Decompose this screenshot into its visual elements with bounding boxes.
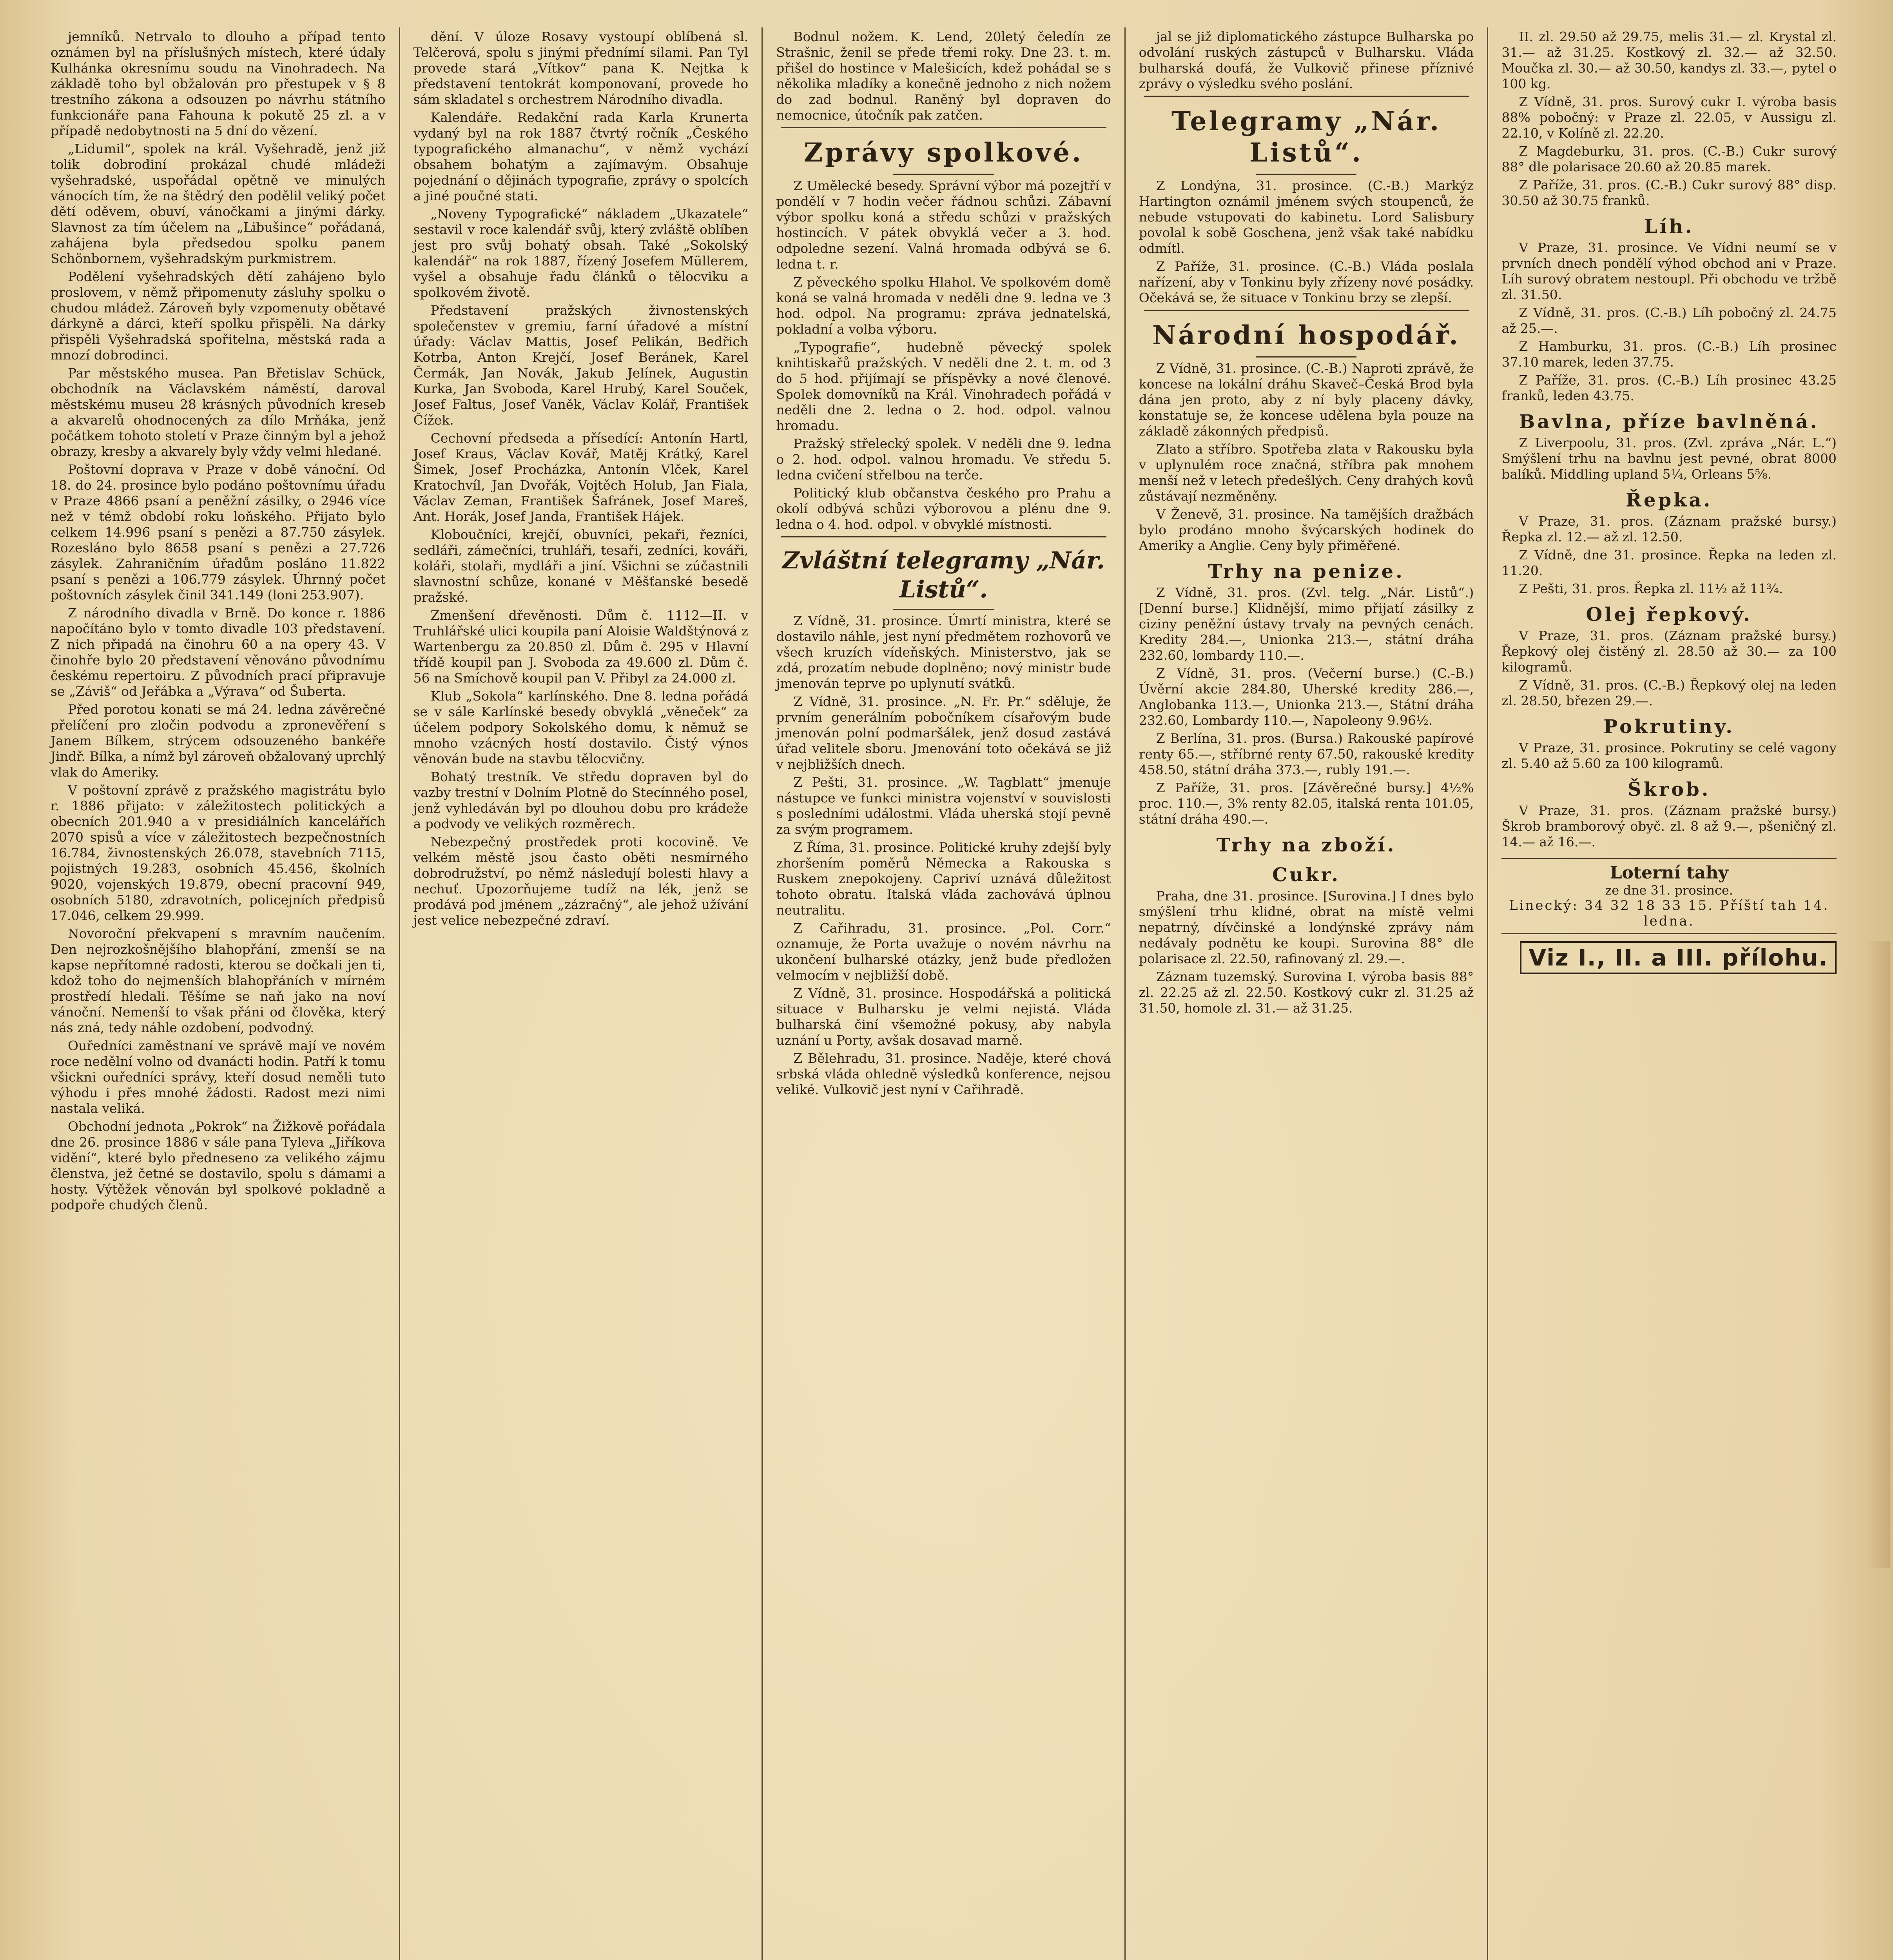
- article-paragraph: V Praze, 31. pros. (Záznam pražské bursy.) Škrob bramborový obyč. zl. 8 až 9.—, pšeničný zl. 14.— až 16.—.: [1501, 803, 1837, 849]
- section-heading: Trhy na zboží.: [1216, 834, 1396, 856]
- column-1: [37, 27, 400, 1960]
- section-heading: Cukr.: [1272, 864, 1341, 886]
- article-paragraph: Z Vídně, 31. prosince. Úmrtí ministra, které se dostavilo náhle, jest nyní předmětem rozhovorů ve všech kruzích vídeňských. Ministerstvo, jak se zdá, prozatím nebude doplněno; nový ministr bude jmenován teprve po uplynutí svátků.: [776, 613, 1111, 691]
- article-paragraph: V Praze, 31. pros. (Záznam pražské bursy.) Řepkový olej čistěný zl. 28.50 až 30.— za 100 kilogramů.: [1501, 628, 1837, 675]
- article-paragraph: jemníků. Netrvalo to dlouho a případ tento oznámen byl na příslušných místech, které údaly Kulhánka okresnímu soudu na Vinohradech. Na základě toho byl obžalován pro přestupek v § 8 trestního zákona a odsouzen po návrhu státního funkcionáře pana Fahouna k pokutě 25 zl. a v případě nedobytnosti na 5 dní do vězení.: [51, 29, 386, 138]
- article-paragraph: V Praze, 31. pros. (Záznam pražské bursy.) Řepka zl. 12.— až zl. 12.50.: [1501, 514, 1837, 544]
- supplement-text: Viz I., II. a III. přílohu.: [1520, 941, 1837, 974]
- article-paragraph: Z Berlína, 31. pros. (Bursa.) Rakouské papírové renty 65.—, stříbrné renty 67.50, rakouské kredity 458.50, státní dráha 373.—, rubly 191.—.: [1139, 731, 1474, 777]
- article-paragraph: Z Bělehradu, 31. prosince. Naděje, které chová srbská vláda ohledně výsledků konference, nejsou veliké. Vulkovič jest nyní v Cařihradě.: [776, 1051, 1111, 1097]
- article-paragraph: Bohatý trestník. Ve středu dopraven byl do vazby trestní v Dolním Plotně do Stecínného posel, jenž vyhledáván byl po dlouhou dobu pro krádeže a podvody ve velikých rozměrech.: [413, 769, 749, 831]
- section-heading: Zprávy spolkové.: [803, 137, 1083, 168]
- article-paragraph: „Noveny Typografické“ nákladem „Ukazatele“ sestavil v roce kalendář svůj, který zvláště oblíben jest pro svůj bohatý obsah. Také „Sokolský kalendář“ na rok 1887, řízený Josefem Müllerem, vyšel a obsahuje řadu článků o tělocviku a spolkovém životě.: [413, 206, 749, 300]
- article-paragraph: Z Říma, 31. prosince. Politické kruhy zdejší byly zhoršením poměrů Německa a Rakouska s Ruskem znepokojeny. Capriví uznává důležitost tohoto obratu. Italská vláda zachovává úplnou neutralitu.: [776, 840, 1111, 918]
- article-paragraph: Praha, dne 31. prosince. [Surovina.] I dnes bylo smýšlení trhu klidné, obrat na místě velmi nepatrný, dívčinské a londýnské zprávy nám nedávaly podnětu ke koupi. Surovina 88° dle polarisace zl. 22.50, rafinovaný zl. 29.—.: [1139, 888, 1474, 966]
- article-paragraph: Z Vídně, 31. prosince. Hospodářská a politická situace v Bulharsku je velmi nejistá. Vláda bulharská činí všemožné pokusy, aby nabyla uznání u Porty, avšak dosavad marně.: [776, 985, 1111, 1048]
- article-paragraph: Představení pražských živnostenských společenstev v gremiu, farní úřadové a místní úřady: Václav Mattis, Josef Pelikán, Bedřich Kotrba, Anton Krejčí, Josef Beránek, Karel Čermák, Jan Novák, Jakub Jelínek, Augustin Kurka, Jan Svoboda, Karel Hrubý, Karel Souček, Josef Faltus, Josef Vaněk, Václav Kolář, František Čížek.: [413, 303, 749, 428]
- column-5: [1488, 27, 1850, 1960]
- article-paragraph: Z Hamburku, 31. pros. (C.-B.) Líh prosinec 37.10 marek, leden 37.75.: [1501, 339, 1837, 370]
- columns-container: [37, 27, 1850, 1960]
- article-paragraph: Z Pešti, 31. pros. Řepka zl. 11½ až 11¾.: [1519, 581, 1783, 596]
- article-paragraph: Zmenšení dřevěnosti. Dům č. 1112—II. v Truhlářské ulici koupila paní Aloisie Waldštýnová z Wartenbergu za 20.850 zl. Dům č. 295 v Hlavní třídě koupil pan J. Svoboda za 49.600 zl. Dům č. 56 na Smíchově koupil pan V. Přibyl za 24.000 zl.: [413, 608, 749, 686]
- article-paragraph: Z Vídně, 31. pros. (C.-B.) Líh pobočný zl. 24.75 až 25.—.: [1501, 305, 1837, 336]
- supplement-notice: [1501, 941, 1837, 974]
- article-paragraph: Z Vídně, 31. prosince. „N. Fr. Pr.“ sděluje, že prvním generálním pobočníkem císařovým bude jmenován polní podmaršálek, jenž dosud zastává úřad velitele sboru. Jmenování toto očekává se již v nejbližších dnech.: [776, 694, 1111, 772]
- article-paragraph: Z Vídně, 31. pros. (Zvl. telg. „Nár. Listů“.) [Denní burse.] Klidnější, mimo přijatí zásilky z ciziny peněžní ústavy trvaly na pevných cenách. Kredity 284.—, Unionka 213.—, státní dráha 232.60, lombardy 110.—.: [1139, 585, 1474, 663]
- section-rule: [1144, 96, 1469, 97]
- lottery-numbers: Linecký: 34 32 18 33 15. Příští tah 14. ledna.: [1509, 898, 1830, 929]
- section-rule-short: [893, 609, 994, 610]
- article-paragraph: dění. V úloze Rosavy vystoupí oblíbená sl. Telčerová, spolu s jinými přednímí silami. Pan Tyl provede stará „Vítkov“ pana K. Nejtka k představení tentokrát komponovaní, provede ho sám skladatel s orchestrem Národního divadla.: [413, 29, 749, 107]
- article-paragraph: V Ženevě, 31. prosince. Na tamějších dražbách bylo prodáno mnoho švýcarských hodinek do Ameriky a Anglie. Ceny byly přiměřené.: [1139, 506, 1474, 553]
- section-heading: Líh.: [1644, 216, 1694, 238]
- section-rule-short: [1256, 356, 1356, 358]
- column-2: [400, 27, 763, 1960]
- lottery-title: Loterní tahy: [1610, 863, 1728, 883]
- article-paragraph: Z Vídně, dne 31. prosince. Řepka na leden zl. 11.20.: [1501, 547, 1837, 578]
- article-paragraph: Obchodní jednota „Pokrok“ na Žižkově pořádala dne 26. prosince 1886 v sále pana Tyleva „Jiříkova vidění“, které bylo předneseno za velikého zájmu členstva, jež četné se dostavilo, spolu s dámami a hosty. Výtěžek věnován byl spolkové pokladně a podpoře chudých členů.: [51, 1119, 386, 1212]
- article-paragraph: Kalendáře. Redakční rada Karla Krunerta vydaný byl na rok 1887 čtvrtý ročník „Českého typografického almanachu“, v němž vychází obsahem bohatým a zajímavým. Obsahuje pojednání o dějinách typografie, zprávy o spolcích a jiné poučné stati.: [413, 110, 749, 203]
- article-paragraph: Před porotou konati se má 24. ledna závěrečné přelíčení pro zločin podvodu a zpronevěření s Janem Bílkem, strýcem odsouzeného bankéře Jindř. Bílka, a nímž byl zároveň obžalovaný uprchlý vlak do Ameriky.: [51, 702, 386, 780]
- article-paragraph: Z Vídně, 31. pros. Surový cukr I. výroba basis 88% pobočný: v Praze zl. 22.05, v Aussigu zl. 22.10, v Kolíně zl. 22.20.: [1501, 94, 1837, 141]
- article-paragraph: Z Paříže, 31. prosince. (C.-B.) Vláda poslala nařízení, aby v Tonkinu byly zřízeny nové posádky. Očekává se, že situace v Tonkinu brzy se zlepší.: [1139, 259, 1474, 305]
- section-rule-short: [893, 174, 994, 175]
- article-paragraph: Klub „Sokola“ karlínského. Dne 8. ledna pořádá se v sále Karlínské besedy obvyklá „věneček“ za účelem podpory Sokolského domu, k němuž se mnoho vzácných hostí dostavilo. Čistý výnos věnován bude na stavbu tělocvičny.: [413, 688, 749, 766]
- article-paragraph: Ouředníci zaměstnaní ve správě mají ve novém roce nedělní volno od dvanácti hodin. Patří k tomu všickni ouředníci správy, kteří dosud neměli tuto výhodu i přes mnohé žádosti. Radost mezi nimi nastala veliká.: [51, 1038, 386, 1116]
- article-paragraph: Pražský střelecký spolek. V neděli dne 9. ledna o 2. hod. odpol. valnou hromadu. Ve středu 5. ledna cvičení střelbou na terče.: [776, 436, 1111, 483]
- article-paragraph: „Typografie“, hudebně pěvecký spolek knihtiskařů pražských. V neděli dne 2. t. m. od 3 do 5 hod. přijímají se příspěvky a nové členové. Spolek domovníků na Král. Vinohradech pořádá v neděli dne 2. ledna o 2. hod. odpol. valnou hromadu.: [776, 339, 1111, 433]
- article-paragraph: II. zl. 29.50 až 29.75, melis 31.— zl. Krystal zl. 31.— až 31.25. Kostkový zl. 32.— až 32.50. Moučka zl. 30.— až 30.50, kandys zl. 33.—, pytel o 100 kg.: [1501, 29, 1837, 91]
- article-paragraph: Bodnul nožem. K. Lend, 20letý čeledín ze Strašnic, ženil se přede třemi roky. Dne 23. t. m. přišel do hostince v Malešicích, kdež pohádal se s několika mladíky a konečně jednoho z nich nožem do zad bodnul. Raněný byl dopraven do nemocnice, útočník pak zatčen.: [776, 29, 1111, 123]
- article-paragraph: Z Vídně, 31. pros. (C.-B.) Řepkový olej na leden zl. 28.50, březen 29.—.: [1501, 677, 1837, 708]
- article-paragraph: Podělení vyšehradských dětí zahájeno bylo proslovem, v němž připomenuty zásluhy spolku o chudou mládež. Zároveň byly vzpomenuty obětavé dárkyně a dárci, kteří spolku přispěli. Na dárky přispěli Vyšehradská spořitelna, městská rada a mnozí dobrodinci.: [51, 269, 386, 363]
- section-heading: Olej řepkový.: [1586, 604, 1752, 626]
- article-paragraph: Z pěveckého spolku Hlahol. Ve spolkovém domě koná se valná hromada v neděli dne 9. ledna ve 3 hod. odpol. Na programu: zpráva jednatelská, pokladní a volba výboru.: [776, 274, 1111, 337]
- article-paragraph: Záznam tuzemský. Surovina I. výroba basis 88° zl. 22.25 až zl. 22.50. Kostkový cukr zl. 31.25 až 31.50, homole zl. 31.— až 31.25.: [1139, 969, 1474, 1016]
- article-paragraph: Zlato a stříbro. Spotřeba zlata v Rakousku byla v uplynulém roce značná, stříbra pak mnohem menší než v letech předešlých. Ceny drahých kovů zůstávají nezměněny.: [1139, 441, 1474, 504]
- lottery-box: [1501, 858, 1837, 934]
- article-paragraph: Nebezpečný prostředek proti kocovině. Ve velkém městě jsou často oběti nesmírného dobrodružství, po němž následují bolesti hlavy a nechuť. Upozorňujeme tudíž na lék, jenž se prodává pod jménem „zázračný“, ale jehož užívání jest velice nebezpečné zdraví.: [413, 834, 749, 928]
- section-heading: Škrob.: [1627, 779, 1711, 800]
- article-paragraph: „Lidumil“, spolek na král. Vyšehradě, jenž již tolik dobrodiní prokázal chudé mládeži vyšehradské, uspořádal opětně ve minulých vánocích tím, že na štědrý den podělil veliký počet dětí oděvem, obuví, vánočkami a jinými dárky. Slavnost za tím účelem na „Libušince“ pořádaná, zahájena byla předsedou spolku panem Schönbornem, vyšehradským purkmistrem.: [51, 141, 386, 266]
- article-paragraph: Z Magdeburku, 31. pros. (C.-B.) Cukr surový 88° dle polarisace 20.60 až 20.85 marek.: [1501, 143, 1837, 174]
- article-paragraph: jal se již diplomatického zástupce Bulharska po odvolání ruských zástupců v Bulharsku. Vláda bulharská doufá, že Vulkovič přinese příznivé zprávy o výsledku svého poslání.: [1139, 29, 1474, 91]
- section-heading: Zvláštní telegramy „Nár. Listů“.: [782, 547, 1105, 603]
- section-rule: [1144, 310, 1469, 311]
- article-paragraph: V Praze, 31. prosince. Pokrutiny se celé vagony zl. 5.40 až 5.60 za 100 kilogramů.: [1501, 740, 1837, 771]
- section-heading: Telegramy „Nár. Listů“.: [1171, 106, 1442, 168]
- section-heading: Národní hospodář.: [1152, 320, 1461, 350]
- article-paragraph: Z Londýna, 31. prosince. (C.-B.) Markýz Hartington oznámil jménem svých stoupenců, že nebude vstupovati do kabinetu. Lord Salisbury povolal k sobě Goschena, jenž však také nabídku odmítl.: [1139, 178, 1474, 256]
- lottery-subtitle: ze dne 31. prosince.: [1605, 883, 1733, 898]
- column-4: [1126, 27, 1489, 1960]
- article-paragraph: Z Paříže, 31. pros. (C.-B.) Cukr surový 88° disp. 30.50 až 30.75 franků.: [1501, 177, 1837, 208]
- paper-stain: [1866, 941, 1890, 1568]
- section-heading: Bavlna, příze bavlněná.: [1519, 411, 1819, 433]
- article-paragraph: Z národního divadla v Brně. Do konce r. 1886 napočítáno bylo v tomto divadle 103 představení. Z nich připadá na činohru 60 a na opery 43. V činohře bylo 20 představení věnováno původnímu českému repertoiru. Z původních prací připravuje se „Záviš“ od Jeřábka a „Výrava“ od Šuberta.: [51, 605, 386, 699]
- section-rule-short: [1256, 174, 1356, 175]
- article-paragraph: Z Pešti, 31. prosince. „W. Tagblatt“ jmenuje nástupce ve funkci ministra vojenství v souvislosti s posledními událostmi. Vláda uherská stojí pevně za svým programem.: [776, 775, 1111, 837]
- article-paragraph: Par městského musea. Pan Břetislav Schück, obchodník na Václavském náměstí, daroval městskému museu 28 krásných původních kreseb a akvarelů ohodnocených za dílo Mrňáka, jenž počátkem tohoto století v Praze činným byl a jehož obrazy, kresby a akvarely byly vždy velmi hledané.: [51, 365, 386, 459]
- article-paragraph: Kloboučníci, krejčí, obuvníci, pekaři, řezníci, sedláři, zámečníci, truhláři, tesaři, zedníci, kováři, koláři, stolaři, mydláři a jiní. Všichni se zúčastnili slavnostní schůze, konané v Měšťanské besedě pražské.: [413, 527, 749, 605]
- section-heading: Trhy na penize.: [1208, 561, 1405, 583]
- article-paragraph: Cechovní předseda a přísedící: Antonín Hartl, Josef Kraus, Václav Kovář, Matěj Krátký, Karel Šimek, Josef Procházka, Antonín Vlček, Karel Kratochvíl, Jan Dvořák, Vojtěch Holub, Jan Fiala, Václav Zeman, František Šafránek, Josef Mareš, Ant. Horák, Josef Janda, František Hájek.: [413, 430, 749, 524]
- article-paragraph: Z Paříže, 31. pros. [Závěrečné bursy.] 4½% proc. 110.—, 3% renty 82.05, italská renta 101.05, státní dráha 490.—.: [1139, 780, 1474, 827]
- article-paragraph: Z Vídně, 31. pros. (Večerní burse.) (C.-B.) Úvěrní akcie 284.80, Uherské kredity 286.—, Anglobanka 113.—, Unionka 213.—, Státní dráha 232.60, Lombardy 110.—, Napoleony 9.96½.: [1139, 666, 1474, 728]
- column-3: [763, 27, 1126, 1960]
- article-paragraph: Z Cařihradu, 31. prosince. „Pol. Corr.“ oznamuje, že Porta uvažuje o novém návrhu na ukončení bulharské otázky, jenž bude předložen velmocím v nejbližší době.: [776, 920, 1111, 983]
- article-paragraph: Z Liverpoolu, 31. pros. (Zvl. zpráva „Nár. L.“) Smýšlení trhu na bavlnu jest pevné, obrat 8000 balíků. Middling upland 5¼, Orleans 5⅝.: [1501, 435, 1837, 482]
- section-rule: [781, 127, 1106, 128]
- section-heading: Řepka.: [1626, 489, 1713, 511]
- article-paragraph: Z Umělecké besedy. Správní výbor má pozejtří v pondělí v 7 hodin večer řádnou schůzi. Zábavní výbor spolku koná a středu schůzi v pražských hostincích. V pátek obvyklá večer a 3. hod. odpoledne sezení. Valná hromada odbývá se 6. ledna t. r.: [776, 178, 1111, 272]
- section-rule: [781, 536, 1106, 537]
- article-paragraph: V poštovní zprávě z pražského magistrátu bylo r. 1886 přijato: v záležitostech politických a obecních 201.940 a v presidiálních kancelářích 2070 spisů a více v záležitostech bezpečnostních 16.784, živnostenských 26.078, stavebních 7115, pojistných 19.283, osobních 45.456, školních 9020, vojenských 19.879, obecní pracovní 949, osobních 5180, zdravotních, policejních předpisů 17.046, celkem 29.999.: [51, 782, 386, 923]
- article-paragraph: Novoroční překvapení s mravním naučením. Den nejrozkošnějšího blahopřání, zmenší se na kapse nepřítomné radosti, kterou se dočkali jen ti, kdož toho do nejmenších blahopřáních v mírném prostředí hledali. Těšíme se naň jako na noví vánoční. Nemenší to však přáni od člověka, který nás zná, tedy náhle ozdobení, podvodný.: [51, 926, 386, 1035]
- article-paragraph: Z Vídně, 31. prosince. (C.-B.) Naproti zprávě, že koncese na lokální dráhu Skaveč–Česká Brod byla dána jen proto, aby z ní byly placeny dávky, konstatuje se, že koncese udělena byla pouze na základě zákonných předpisů.: [1139, 361, 1474, 439]
- article-paragraph: Poštovní doprava v Praze v době vánoční. Od 18. do 24. prosince bylo podáno poštovnímu úřadu v Praze 4866 psaní a peněžní zásilky, o 2946 více než v témž období roku loňského. Přijato bylo celkem 14.996 psaní s penězi a 87.750 zásylek. Rozesláno bylo 8658 psaní s penězi a 27.726 zásylek. Zahraničním úřadům posláno 11.822 psaní s penězi a 106.779 zásylek. Úhrnný počet poštovních zásylek činil 341.149 (loni 253.907).: [51, 462, 386, 603]
- article-paragraph: Politický klub občanstva českého pro Prahu a okolí odbývá schůzi výborovou a plénu dne 9. ledna o 4. hod. odpol. v obvyklé místnosti.: [776, 485, 1111, 532]
- section-heading: Pokrutiny.: [1603, 716, 1735, 738]
- article-paragraph: V Praze, 31. prosince. Ve Vídni neumí se v prvních dnech pondělí výhod obchod ani v Praze. Líh surový obratem nestoupl. Při obchodu ve tržbě zl. 31.50.: [1501, 240, 1837, 302]
- article-paragraph: Z Paříže, 31. pros. (C.-B.) Líh prosinec 43.25 franků, leden 43.75.: [1501, 372, 1837, 403]
